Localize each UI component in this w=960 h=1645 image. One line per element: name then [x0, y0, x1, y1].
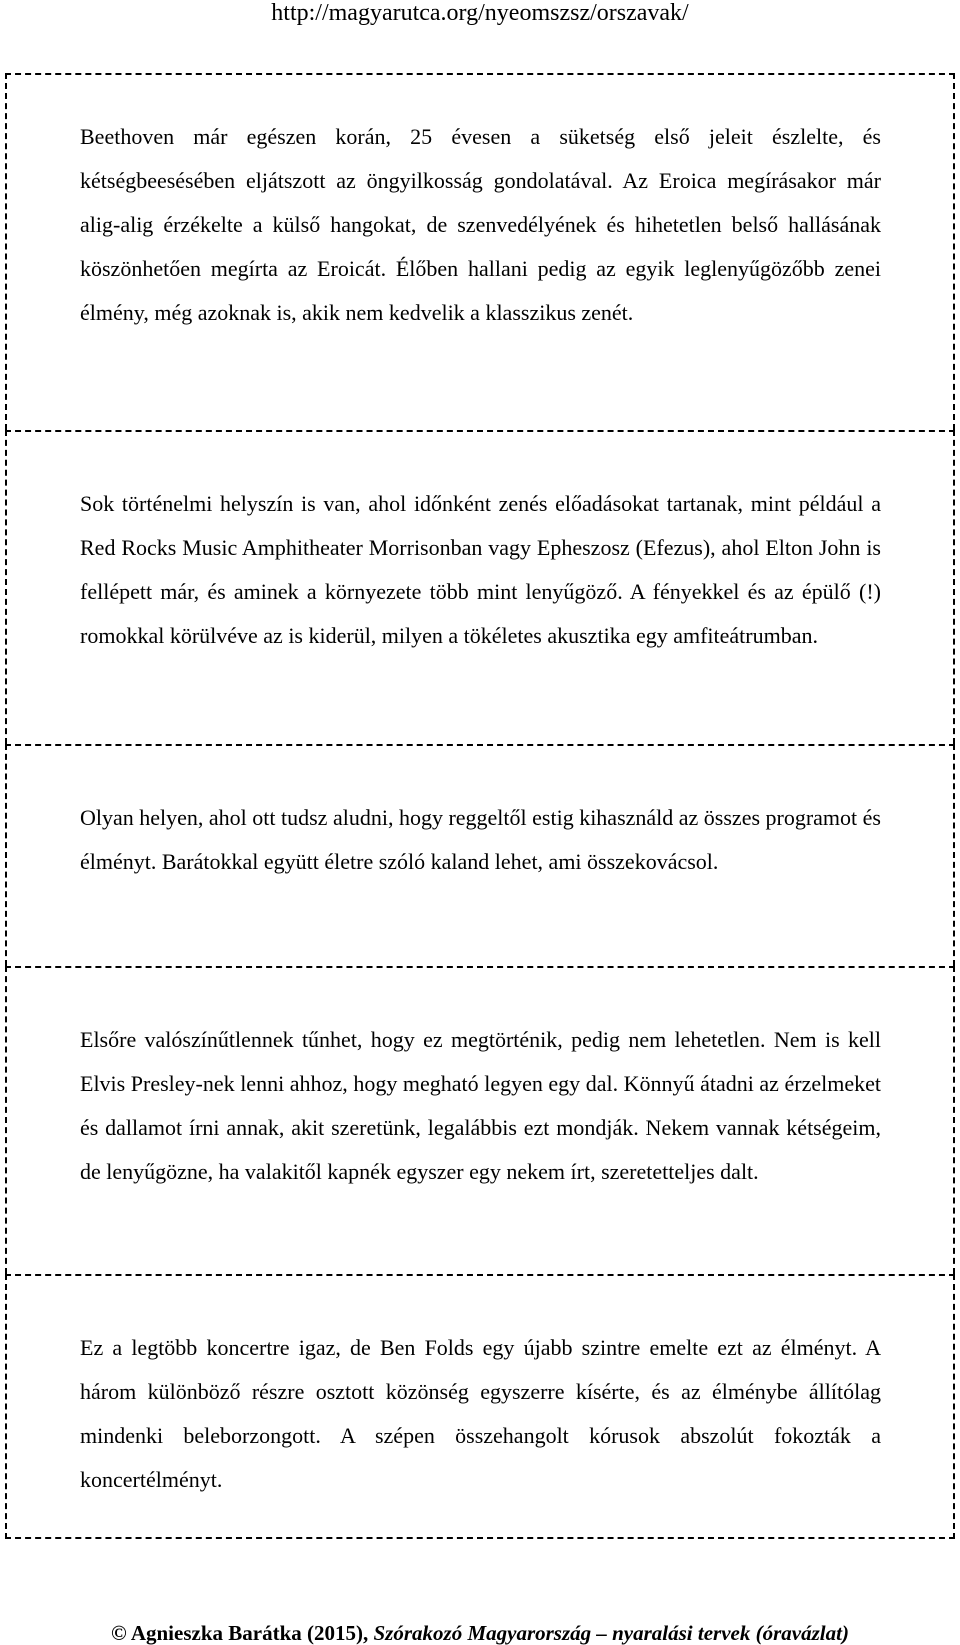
card-historic-venues: [5, 430, 955, 744]
card-song-written: [5, 966, 955, 1274]
cut-out-cards: [5, 73, 955, 1539]
card-text: Beethoven már egészen korán, 25 évesen a süketség első jeleit észlelte, és kétségbeesésében eljátszott az öngyilkosság gondolatával. Az Eroica megírásakor már alig-alig érzékelte a külső hangokat, de szenvedélyének és hihetetlen belső hallásának köszönhetően megírta az Eroicát. Élőben hallani pedig az egyik leglenyűgözőbb zenei élmény, még azoknak is, akik nem kedvelik a klasszikus zenét.: [80, 124, 881, 325]
footer-credit: © Agnieszka Barátka (2015),: [111, 1621, 369, 1645]
card-festival-stay: [5, 744, 955, 966]
page-footer: [0, 1621, 960, 1645]
page-header-url: http://magyarutca.org/nyeomszsz/orszavak/: [271, 0, 689, 26]
card-text: Elsőre valószínűtlennek tűnhet, hogy ez megtörténik, pedig nem lehetetlen. Nem is kell Elvis Presley-nek lenni ahhoz, hogy megható legyen egy dal. Könnyű átadni az érzelmeket és dallamot írni annak, akit szeretünk, legalábbis ezt mondják. Nekem vannak kétségeim, de lenyűgözne, ha valakitől kapnék egyszer egy nekem írt, szeretetteljes dalt.: [80, 1027, 881, 1184]
card-text: Sok történelmi helyszín is van, ahol időnként zenés előadásokat tartanak, mint például a Red Rocks Music Amphitheater Morrisonban vagy Epheszosz (Efezus), ahol Elton John is fellépett már, és aminek a környezete több mint lenyűgöző. A fényekkel és az épülő (!) romokkal körülvéve az is kiderül, milyen a tökéletes akusztika egy amfiteátrumban.: [80, 491, 881, 648]
card-text: Olyan helyen, ahol ott tudsz aludni, hogy reggeltől estig kihasználd az összes programot és élményt. Barátokkal együtt életre szóló kaland lehet, ami összekovácsol.: [80, 805, 881, 874]
footer-publication: Szórakozó Magyarország – nyaralási tervek (óravázlat): [373, 1621, 849, 1645]
card-ben-folds: [5, 1274, 955, 1539]
card-beethoven: [5, 73, 955, 430]
card-text: Ez a legtöbb koncertre igaz, de Ben Folds egy újabb szintre emelte ezt az élményt. A három különböző részre osztott közönség egyszerre kísérte, és az élménybe állítólag mindenki beleborzongott. A szépen összehangolt kórusok abszolút fokozták a koncertélményt.: [80, 1335, 881, 1492]
